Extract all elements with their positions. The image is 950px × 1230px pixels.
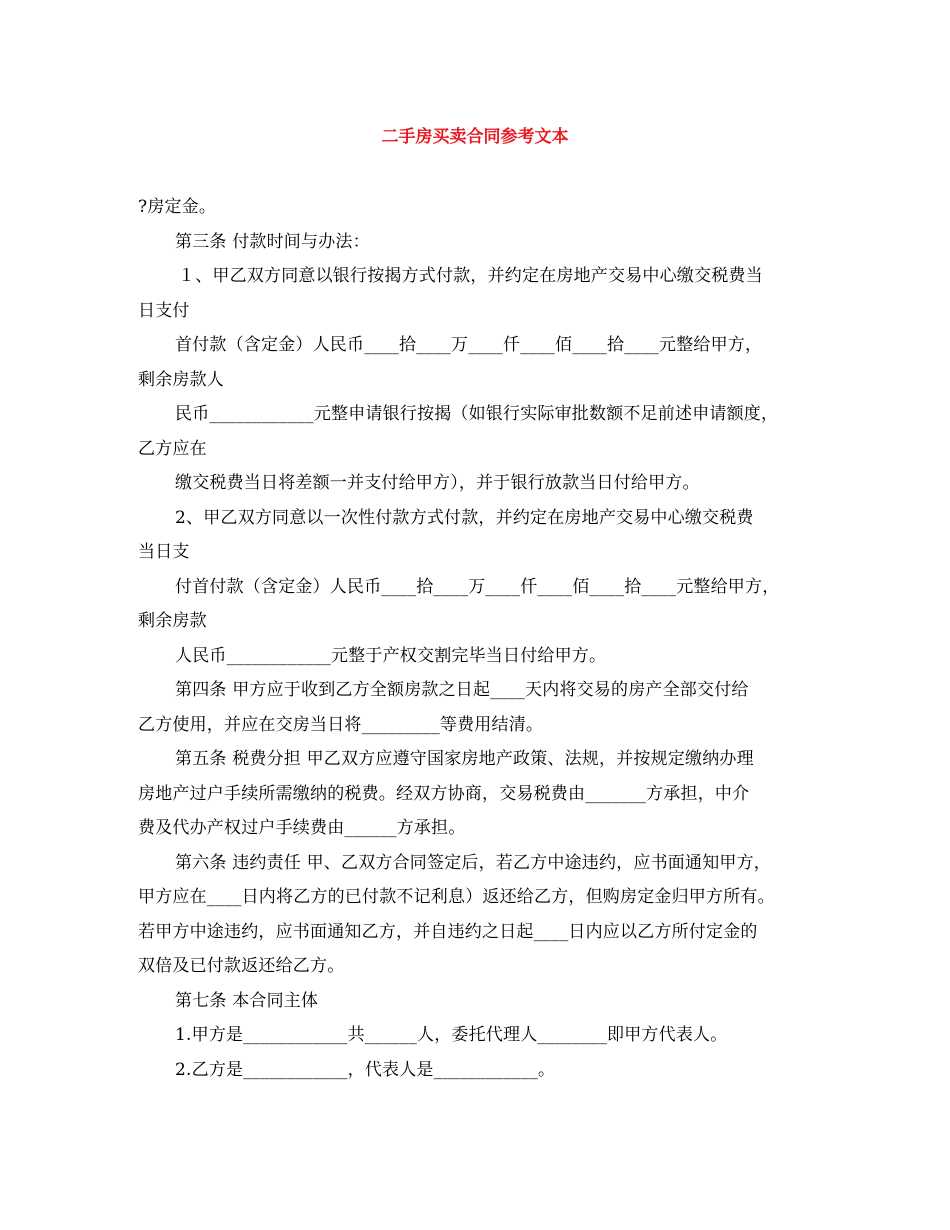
text-line: 双倍及已付款返还给乙方。 xyxy=(138,956,345,976)
document-body xyxy=(138,190,828,1087)
text-line: 剩余房款人 xyxy=(138,369,224,390)
text-line: 付首付款（含定金）人民币____拾____万____仟____佰____拾____元整给甲方， xyxy=(175,576,780,597)
text-line: 乙方应在 xyxy=(138,438,207,459)
section-heading-article-5: 第五条 税费分担 甲乙双方应遵守国家房地产政策、法规，并按规定缴纳办理 xyxy=(175,749,754,769)
section-heading-article-7: 第七条 本合同主体 xyxy=(175,990,319,1011)
text-line: 2、甲乙双方同意以一次性付款方式付款，并约定在房地产交易中心缴交税费 xyxy=(175,507,754,528)
text-line: 乙方使用，并应在交房当日将_________等费用结清。 xyxy=(138,714,544,735)
text-line: 剩余房款 xyxy=(138,611,207,631)
section-heading-article-4: 第四条 甲方应于收到乙方全额房款之日起____天内将交易的房产全部交付给 xyxy=(175,680,749,700)
text-line: 1.甲方是____________共______人，委托代理人________即甲方代表人。 xyxy=(175,1025,728,1045)
text-line: 人民币____________元整于产权交割完毕当日付给甲方。 xyxy=(175,645,607,666)
text-line: 费及代办产权过户手续费由______方承担。 xyxy=(138,818,466,838)
text-line: １、甲乙双方同意以银行按揭方式付款，并约定在房地产交易中心缴交税费当 xyxy=(178,266,763,286)
text-line: 缴交税费当日将差额一并支付给甲方），并于银行放款当日付给甲方。 xyxy=(175,473,700,493)
text-line: 首付款（含定金）人民币____拾____万____仟____佰____拾____元整给甲方， xyxy=(175,335,763,355)
text-line: 若甲方中途违约，应书面通知乙方，并自违约之日起____日内应以乙方所付定金的 xyxy=(138,921,758,942)
section-heading-article-3: 第三条 付款时间与办法： xyxy=(175,231,370,252)
text-line: 日支付 xyxy=(138,300,190,321)
text-line: 民币____________元整申请银行按揭（如银行实际审批数额不足前述申请额度， xyxy=(175,404,779,424)
text-line: 甲方应在____日内将乙方的已付款不记利息）返还给乙方，但购房定金归甲方所有。 xyxy=(138,887,775,907)
text-line: 房地产过户手续所需缴纳的税费。经双方协商，交易税费由_______方承担，中介 xyxy=(138,783,750,804)
text-line: 当日支 xyxy=(138,542,190,562)
text-line: 2.乙方是____________，代表人是____________。 xyxy=(175,1059,556,1080)
section-heading-article-6: 第六条 违约责任 甲、乙双方合同签定后，若乙方中途违约，应书面通知甲方， xyxy=(175,852,772,873)
text-line: ?房定金。 xyxy=(138,197,217,217)
document-title: 二手房买卖合同参考文本 xyxy=(381,127,569,147)
